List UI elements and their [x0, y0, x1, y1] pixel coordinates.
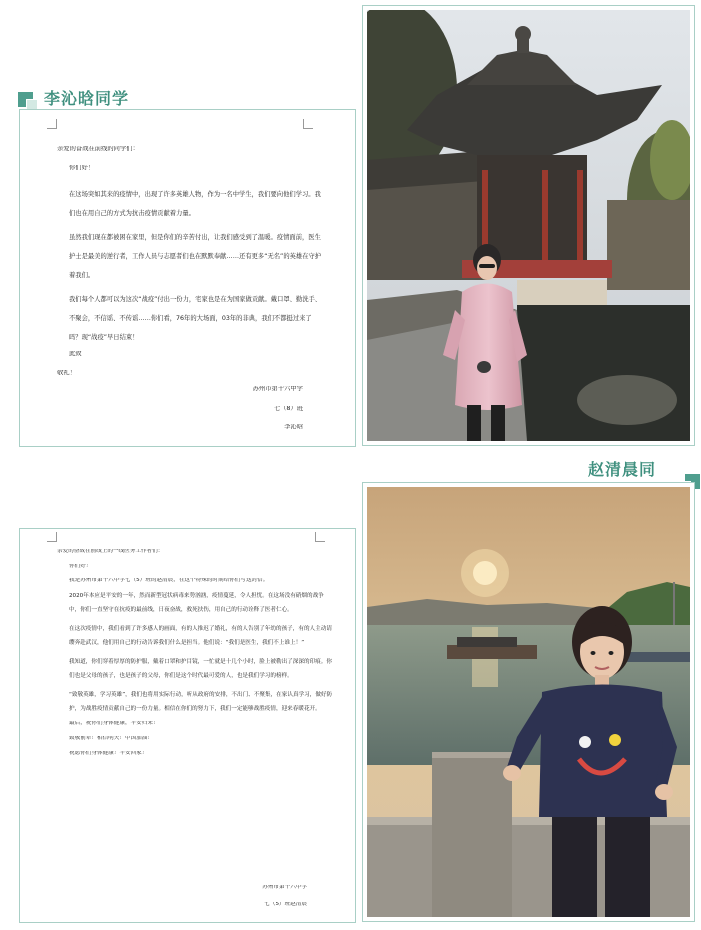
letter-hello: 你们好！	[69, 165, 95, 172]
letter-school: 苏州市第十六中学	[262, 885, 307, 890]
page-corner-mark	[315, 532, 325, 542]
letter-paragraph: 在这场突如其来的疫情中，出现了许多英雄人物，作为一名中学生，我们要向他们学习。我们也在用自己的方式为抗击疫情贡献着力量。	[69, 190, 321, 217]
letter-paragraph: 最后，祝你们身体健康，平安归来！	[69, 720, 159, 726]
page-corner-mark	[47, 119, 57, 129]
letter-greeting: 亲爱的奋战在前线上的一线医务工作者们：	[57, 549, 164, 554]
letter-school: 苏州市第十六中学	[252, 386, 303, 392]
letter-salute: 敬礼！	[57, 369, 76, 376]
letter-class: 七（5）班赵清晨	[264, 902, 307, 907]
page-corner-mark	[47, 532, 57, 542]
letter-paragraph: “致敬英雄，学习英雄”，我们也将用实际行动，听从政府的安排，不出门、不聚集，在家认真学习，做好防护，为战胜疫情贡献自己的一份力量。相信在你们的努力下，我们一定能够战胜疫情，迎来春暖花开。	[69, 691, 333, 712]
student2-photo-frame	[362, 482, 695, 922]
student2-photo	[367, 487, 690, 917]
letter-hello: 你们好！	[69, 563, 92, 569]
student2-letter-page	[19, 528, 356, 923]
letter-paragraph: 2020年本应是平安的一年，然而新型冠状病毒来势汹汹，疫情蔓延，令人担忧。在这场没有硝烟的战争中，你们一直坚守在抗疫的最前线，日夜奋战，救死扶伤，用自己的行动诠释了医者仁心。	[69, 592, 324, 613]
letter-class: 七（8）班	[273, 406, 303, 412]
letter-closing: 此致	[69, 350, 82, 357]
student2-name: 赵清晨同	[584, 457, 675, 507]
letter-paragraph: 在这次疫情中，我们看到了许多感人的画面，有的人推迟了婚礼，有的人告别了年幼的孩子，有的人主动请缨奔赴武汉，他们用自己的行动告诉我们什么是担当。他们说：“我们是医生，我们不上谁上！”	[69, 625, 332, 646]
teal-square-decoration-icon	[18, 90, 40, 110]
student1-name: 李沁晗同学	[40, 86, 133, 113]
letter-wish: 致敬前辈！相信明天！中国加油！	[69, 736, 153, 742]
letter-greeting: 亲爱的奋战在前线的同学们：	[57, 146, 139, 152]
student1-photo	[367, 10, 690, 441]
letter-paragraph: 我们每个人都可以为这次“战疫”付出一份力，宅家也是在为国家做贡献。戴口罩、勤洗手、不聚会，不信谣、不传谣……你们看，76年的大场面，03年的非典，我们不都挺过来了吗？现“战疫”早日结束！	[69, 295, 322, 341]
page-corner-mark	[303, 119, 313, 129]
letter-paragraph: 虽然我们现在都被困在家里，但是你们的辛苦付出，让我们感受到了温暖。疫情面前，医生护士是最美的逆行者，工作人员与志愿者们也在默默奉献……还有更多“无名”的英雄在守护着我们。	[69, 233, 322, 279]
lake-sunset-photo-image	[367, 487, 690, 917]
pavilion-photo-image	[367, 10, 690, 441]
letter-signer: 李沁晗	[284, 424, 303, 430]
letter-paragraph: 我知道，你们穿着厚厚的防护服，戴着口罩和护目镜，一忙就是十几个小时，脸上被勒出了深深的印痕。你们也是父母的孩子，也是孩子的父母，你们是这个时代最可爱的人，也是我们学习的榜样。	[69, 658, 332, 679]
student1-photo-frame	[362, 5, 695, 446]
student1-letter-page	[19, 109, 356, 447]
letter-wish: 祝愿你们身体健康！平安回家！	[69, 750, 148, 756]
letter-paragraph: 我是苏州市第十六中学七（5）班的赵清晨，在这个特殊的时期给你们写这封信。	[69, 578, 269, 584]
